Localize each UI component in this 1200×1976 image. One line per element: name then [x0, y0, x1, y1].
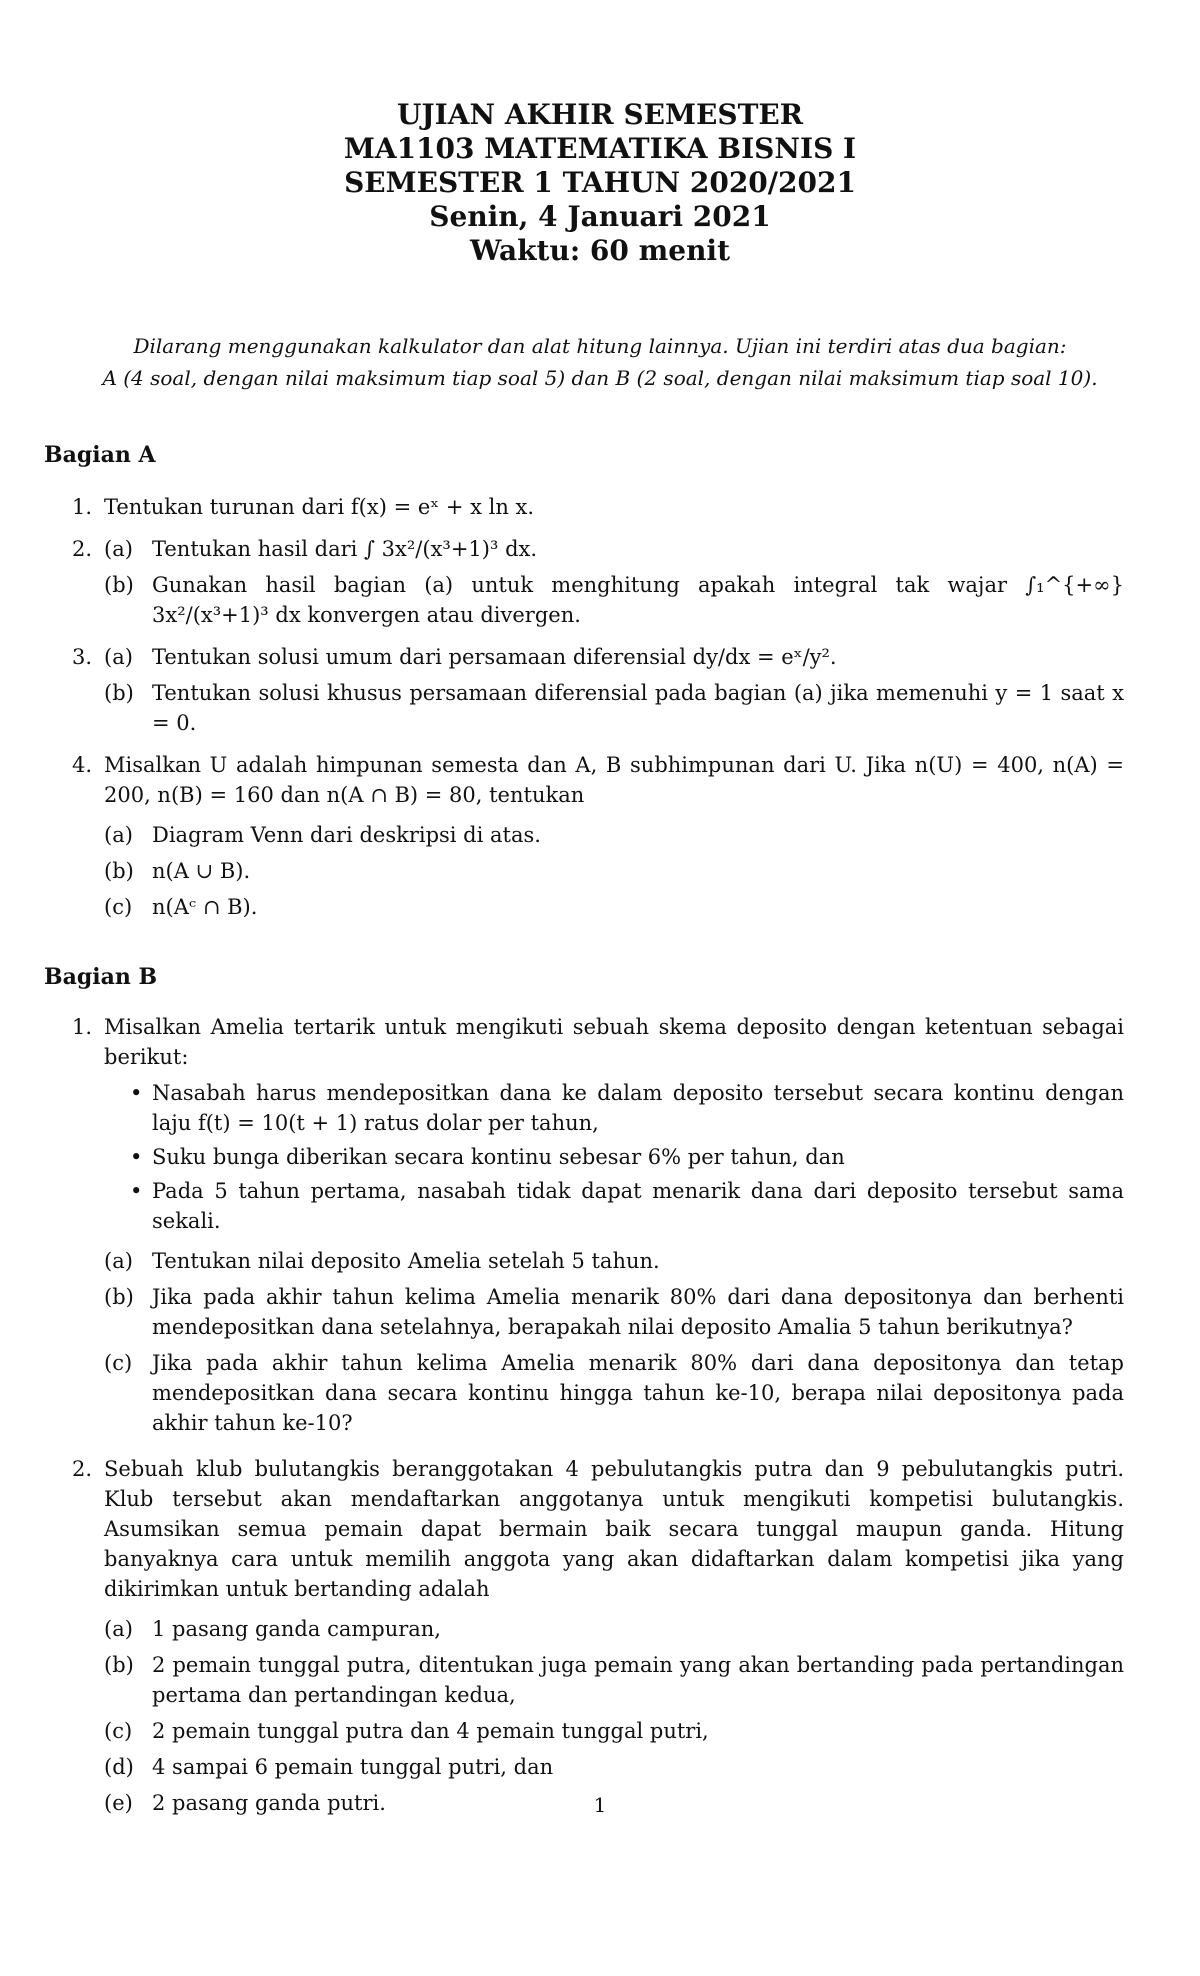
section-a-questions: [44, 492, 1124, 934]
subquestion-a3-b: [104, 678, 1124, 738]
subquestion-label: (c): [104, 895, 133, 919]
section-b-questions: [44, 1012, 1124, 1830]
subquestion-label: (a): [104, 645, 133, 669]
semester-title: SEMESTER 1 TAHUN 2020/2021: [344, 166, 856, 199]
question-number: 2.: [72, 1457, 93, 1481]
subquestion-b1-b: [104, 1282, 1124, 1342]
subquestion-text: Tentukan nilai deposito Amelia setelah 5 tahun.: [152, 1249, 660, 1273]
bullet-icon: •: [130, 1145, 143, 1169]
subquestion-label: (a): [104, 537, 133, 561]
question-number: 3.: [72, 645, 93, 669]
question-text: Sebuah klub bulutangkis beranggotakan 4 pebulutangkis putra dan 9 pebulutangkis putri. Klub tersebut akan mendaftarkan anggotanya untuk mengikuti kompetisi bulutangkis. Asumsikan semua pemain dapat bermain baik secara tunggal maupun ganda. Hitung banyaknya cara untuk memilih anggota yang akan didaftarkan dalam kompetisi jika yang dikirimkan untuk bertanding adalah: [104, 1457, 1124, 1601]
subquestion-b2-d: [104, 1752, 1124, 1782]
subquestion-text: 4 sampai 6 pemain tunggal putri, dan: [152, 1755, 554, 1779]
question-text: Misalkan Amelia tertarik untuk mengikuti sebuah skema deposito dengan ketentuan sebagai berikut:: [104, 1015, 1124, 1069]
subquestion-text: n(Aᶜ ∩ B).: [152, 895, 258, 919]
subquestion-label: (a): [104, 1617, 133, 1641]
subquestion-b2-b: [104, 1650, 1124, 1710]
subquestion-label: (d): [104, 1755, 134, 1779]
bullet-icon: •: [130, 1081, 143, 1105]
subquestion-b2-c: [104, 1716, 1124, 1746]
question-number: 4.: [72, 753, 93, 777]
bullet-text: Pada 5 tahun pertama, nasabah tidak dapat menarik dana dari deposito tersebut sama sekali.: [152, 1179, 1124, 1233]
bullet-list: [104, 1078, 1124, 1236]
bullet-text: Suku bunga diberikan secara kontinu sebesar 6% per tahun, dan: [152, 1145, 845, 1169]
page-number: 1: [593, 1793, 607, 1817]
subquestion-label: (e): [104, 1791, 133, 1815]
exam-header: [0, 98, 1200, 268]
question-text: Tentukan turunan dari f(x) = eˣ + x ln x.: [104, 495, 535, 519]
subquestion-text: Tentukan solusi khusus persamaan diferensial pada bagian (a) jika memenuhi y = 1 saat x = 0.: [152, 681, 1124, 735]
section-b-title: Bagian B: [44, 964, 158, 990]
subquestion-label: (a): [104, 1249, 133, 1273]
bullet-text: Nasabah harus mendepositkan dana ke dalam deposito tersebut secara kontinu dengan laju f(t) = 10(t + 1) ratus dolar per tahun,: [152, 1081, 1124, 1135]
subquestion-text: Tentukan hasil dari ∫ 3x²/(x³+1)³ dx.: [152, 537, 538, 561]
subquestion-label: (b): [104, 681, 134, 705]
subquestion-text: 2 pemain tunggal putra, ditentukan juga pemain yang akan bertanding pada pertandingan pertama dan pertandingan kedua,: [152, 1653, 1124, 1707]
subquestion-label: (c): [104, 1719, 133, 1743]
subquestion-a3-a: [104, 642, 1124, 672]
subquestion-a2-a: [104, 534, 1124, 564]
question-number: 1.: [72, 495, 93, 519]
question-b1: [44, 1012, 1124, 1438]
subquestion-label: (c): [104, 1351, 133, 1375]
bullet-item: [104, 1078, 1124, 1138]
exam-title: UJIAN AKHIR SEMESTER: [396, 98, 804, 131]
subquestion-label: (b): [104, 859, 134, 883]
question-text: Misalkan U adalah himpunan semesta dan A, B subhimpunan dari U. Jika n(U) = 400, n(A) = 200, n(B) = 160 dan n(A ∩ B) = 80, tentukan: [104, 753, 1124, 807]
subquestion-b1-a: [104, 1246, 1124, 1276]
instructions: [70, 330, 1130, 394]
question-b2: [44, 1454, 1124, 1818]
subquestion-text: 2 pasang ganda putri.: [152, 1791, 386, 1815]
instructions-line-1: Dilarang menggunakan kalkulator dan alat hitung lainnya. Ujian ini terdiri atas dua bagian:: [133, 334, 1067, 358]
question-a3: [44, 642, 1124, 738]
subquestion-text: Gunakan hasil bagian (a) untuk menghitung apakah integral tak wajar ∫₁^{+∞} 3x²/(x³+1)³ dx konvergen atau divergen.: [152, 573, 1124, 627]
question-a1: [44, 492, 1124, 522]
subquestion-b2-a: [104, 1614, 1124, 1644]
subquestion-label: (b): [104, 573, 134, 597]
subquestion-label: (b): [104, 1653, 134, 1677]
subquestion-label: (a): [104, 823, 133, 847]
question-number: 1.: [72, 1015, 93, 1039]
subquestion-text: Tentukan solusi umum dari persamaan diferensial dy/dx = eˣ/y².: [152, 645, 837, 669]
subquestion-b1-c: [104, 1348, 1124, 1438]
exam-date: Senin, 4 Januari 2021: [429, 200, 771, 233]
subquestion-text: Jika pada akhir tahun kelima Amelia menarik 80% dari dana depositonya dan tetap mendepositkan dana secara kontinu hingga tahun ke-10, berapa nilai depositonya pada akhir tahun ke-10?: [152, 1351, 1124, 1435]
subquestion-a4-b: [104, 856, 1124, 886]
subquestion-a4-a: [104, 820, 1124, 850]
instructions-line-2: A (4 soal, dengan nilai maksimum tiap soal 5) dan B (2 soal, dengan nilai maksimum tiap soal 10).: [102, 366, 1098, 390]
subquestion-label: (b): [104, 1285, 134, 1309]
section-a-title: Bagian A: [44, 442, 156, 468]
subquestion-text: 1 pasang ganda campuran,: [152, 1617, 441, 1641]
subquestion-a2-b: [104, 570, 1124, 630]
exam-duration: Waktu: 60 menit: [469, 234, 730, 267]
question-number: 2.: [72, 537, 93, 561]
bullet-item: [104, 1176, 1124, 1236]
course-title: MA1103 MATEMATIKA BISNIS I: [343, 132, 857, 165]
bullet-icon: •: [130, 1179, 143, 1203]
subquestion-text: n(A ∪ B).: [152, 859, 251, 883]
question-a4: [44, 750, 1124, 922]
subquestion-a4-c: [104, 892, 1124, 922]
question-a2: [44, 534, 1124, 630]
bullet-item: [104, 1142, 1124, 1172]
subquestion-text: Jika pada akhir tahun kelima Amelia menarik 80% dari dana depositonya dan berhenti mendepositkan dana setelahnya, berapakah nilai deposito Amalia 5 tahun berikutnya?: [152, 1285, 1124, 1339]
subquestion-text: Diagram Venn dari deskripsi di atas.: [152, 823, 541, 847]
subquestion-text: 2 pemain tunggal putra dan 4 pemain tunggal putri,: [152, 1719, 709, 1743]
